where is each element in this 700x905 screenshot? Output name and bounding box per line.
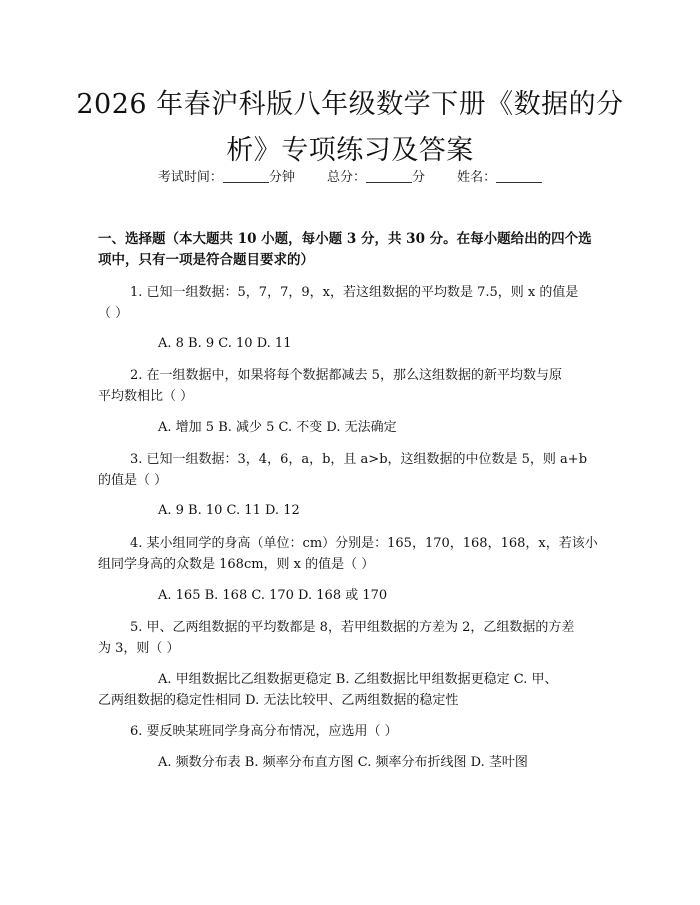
question-4-line-1: 4. 某小组同学的身高（单位：cm）分别是：165，170，168，168，x，若该小: [130, 536, 598, 551]
question-2-options: A. 增加 5 B. 减少 5 C. 不变 D. 无法确定: [158, 420, 397, 435]
question-5: [98, 617, 608, 659]
name-label: 姓名：: [457, 170, 497, 185]
name-info: [457, 170, 542, 185]
name-blank: [496, 168, 542, 183]
question-1: [98, 282, 608, 324]
question-3-line-2: 的值是（ ）: [98, 473, 168, 488]
section-heading-line-1: 一、选择题（本大题共 10 小题，每小题 3 分，共 30 分。在每小题给出的四个选: [98, 231, 592, 247]
exam-info: [0, 168, 700, 188]
page-title: [40, 82, 660, 174]
question-4: [98, 533, 608, 575]
question-5-options-line-1: A. 甲组数据比乙组数据更稳定 B. 乙组数据比甲组数据更稳定 C. 甲、: [158, 672, 558, 687]
question-6-line-1: 6. 要反映某班同学身高分布情况，应选用（ ）: [130, 724, 398, 739]
score-unit: 分: [412, 170, 426, 185]
title-line-2: 析》专项练习及答案: [226, 135, 474, 166]
time-unit: 分钟: [268, 170, 295, 185]
question-2-line-1: 2. 在一组数据中，如果将每个数据都减去 5，那么这组数据的新平均数与原: [130, 368, 562, 383]
score-blank: [366, 168, 412, 183]
time-info: [158, 170, 295, 185]
question-1-line-1: 1. 已知一组数据：5，7，7，9，x，若这组数据的平均数是 7.5，则 x 的值是: [130, 285, 579, 300]
score-label: 总分：: [326, 170, 366, 185]
score-info: [327, 170, 425, 185]
title-line-1: 2026 年春沪科版八年级数学下册《数据的分: [76, 89, 624, 120]
section-heading-line-2: 项中，只有一项是符合题目要求的）: [98, 252, 314, 268]
question-5-line-1: 5. 甲、乙两组数据的平均数都是 8，若甲组数据的方差为 2，乙组数据的方差: [130, 620, 575, 635]
section-heading: [98, 229, 618, 271]
question-3: [98, 449, 608, 491]
question-1-options: A. 8 B. 9 C. 10 D. 11: [158, 336, 292, 351]
question-1-line-2: （ ）: [98, 306, 129, 321]
time-label: 考试时间：: [157, 170, 223, 185]
question-2: [98, 365, 608, 407]
question-2-line-2: 平均数相比（ ）: [98, 389, 194, 404]
question-6-options: A. 频数分布表 B. 频率分布直方图 C. 频率分布折线图 D. 茎叶图: [158, 755, 528, 770]
question-3-line-1: 3. 已知一组数据：3，4，6，a，b，且 a>b，这组数据的中位数是 5，则 a+b: [130, 452, 588, 467]
question-5-line-2: 为 3，则（ ）: [98, 641, 180, 656]
question-4-line-2: 组同学身高的众数是 168cm，则 x 的值是（ ）: [98, 557, 375, 572]
question-3-options: A. 9 B. 10 C. 11 D. 12: [158, 503, 300, 518]
question-5-options: [98, 669, 598, 711]
question-6: [98, 721, 608, 742]
question-5-options-line-2: 乙两组数据的稳定性相同 D. 无法比较甲、乙两组数据的稳定性: [98, 693, 459, 708]
time-blank: [223, 168, 269, 183]
question-4-options: A. 165 B. 168 C. 170 D. 168 或 170: [158, 588, 388, 603]
